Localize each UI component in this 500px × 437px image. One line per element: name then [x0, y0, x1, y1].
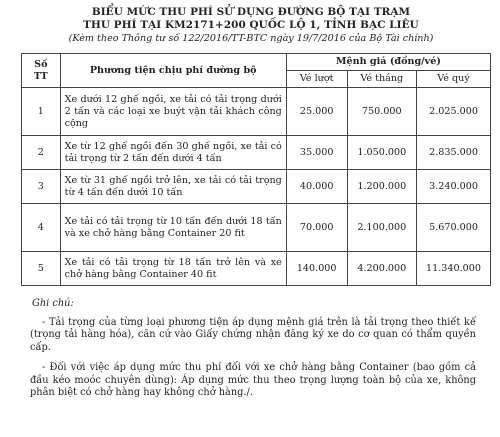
header-vehicle: Phương tiện chịu phí đường bộ [60, 54, 286, 88]
row-stt: 1 [22, 88, 61, 136]
table-row [22, 252, 491, 286]
row-quarterly: 3.240.000 [417, 170, 491, 204]
row-monthly: 1.200.000 [347, 170, 417, 204]
header-price-group: Mệnh giá (đồng/vé) [286, 54, 490, 71]
row-monthly: 750.000 [347, 88, 417, 136]
table-row [22, 88, 491, 136]
header-quarterly: Vé quý [417, 71, 491, 88]
row-stt: 4 [22, 204, 61, 252]
row-stt: 5 [22, 252, 61, 286]
table-row [22, 204, 491, 252]
row-quarterly: 2.835.000 [417, 136, 491, 170]
row-vehicle: Xe tải có tải trọng từ 10 tấn đến dưới 18 tấn và xe chở hàng bằng Container 20 fit [60, 204, 286, 252]
row-stt: 3 [22, 170, 61, 204]
title-line-2: THU PHÍ TẠI KM2171+200 QUỐC LỘ 1, TỈNH BẠC LIÊU [83, 19, 419, 31]
row-vehicle: Xe tải có tải trọng từ 18 tấn trở lên và xe chở hàng bằng Container 40 fit [60, 252, 286, 286]
notes-section [12, 298, 490, 400]
note-item: - Tải trọng của từng loại phương tiện áp dụng mệnh giá trên là tải trọng theo thiết kế (trọng tải hàng hóa), căn cứ vào Giấy chứng nhận đăng ký xe do cơ quan có thẩm quyền cấp. [30, 316, 476, 353]
table-row [22, 136, 491, 170]
row-quarterly: 2.025.000 [417, 88, 491, 136]
header-stt: Số TT [22, 54, 61, 88]
row-monthly: 2.100.000 [347, 204, 417, 252]
row-quarterly: 5.670.000 [417, 204, 491, 252]
row-monthly: 1.050.000 [347, 136, 417, 170]
header-monthly: Vé tháng [347, 71, 417, 88]
table-header-row [22, 54, 491, 71]
fee-table [21, 53, 491, 286]
row-per-trip: 35.000 [286, 136, 347, 170]
title-line-1: BIỂU MỨC THU PHÍ SỬ DỤNG ĐƯỜNG BỘ TẠI TRẠM [91, 6, 411, 18]
document-title [12, 6, 490, 32]
row-vehicle: Xe dưới 12 ghế ngồi, xe tải có tải trọng dưới 2 tấn và các loại xe buýt vận tải khách công cộng [60, 88, 286, 136]
notes-heading: Ghi chú: [32, 298, 74, 309]
header-per-trip: Vé lượt [286, 71, 347, 88]
row-vehicle: Xe từ 31 ghế ngồi trở lên, xe tải có tải trọng từ 4 tấn đến dưới 10 tấn [60, 170, 286, 204]
row-stt: 2 [22, 136, 61, 170]
table-row [22, 170, 491, 204]
row-quarterly: 11.340.000 [417, 252, 491, 286]
row-per-trip: 70.000 [286, 204, 347, 252]
row-monthly: 4.200.000 [347, 252, 417, 286]
row-per-trip: 25.000 [286, 88, 347, 136]
note-item: - Đối với việc áp dụng mức thu phí đối với xe chở hàng bằng Container (bao gồm cả đầu kéo moóc chuyên dùng): Áp dụng mức thu theo trọng lượng toàn bộ của xe, không phân biệt có chở hàng hay không chở hàng./. [30, 362, 476, 398]
row-per-trip: 140.000 [286, 252, 347, 286]
row-per-trip: 40.000 [286, 170, 347, 204]
row-vehicle: Xe từ 12 ghế ngồi đến 30 ghế ngồi, xe tải có tải trọng từ 2 tấn đến dưới 4 tấn [60, 136, 286, 170]
document-subtitle: (Kèm theo Thông tư số 122/2016/TT-BTC ngày 19/7/2016 của Bộ Tài chính) [68, 33, 434, 44]
